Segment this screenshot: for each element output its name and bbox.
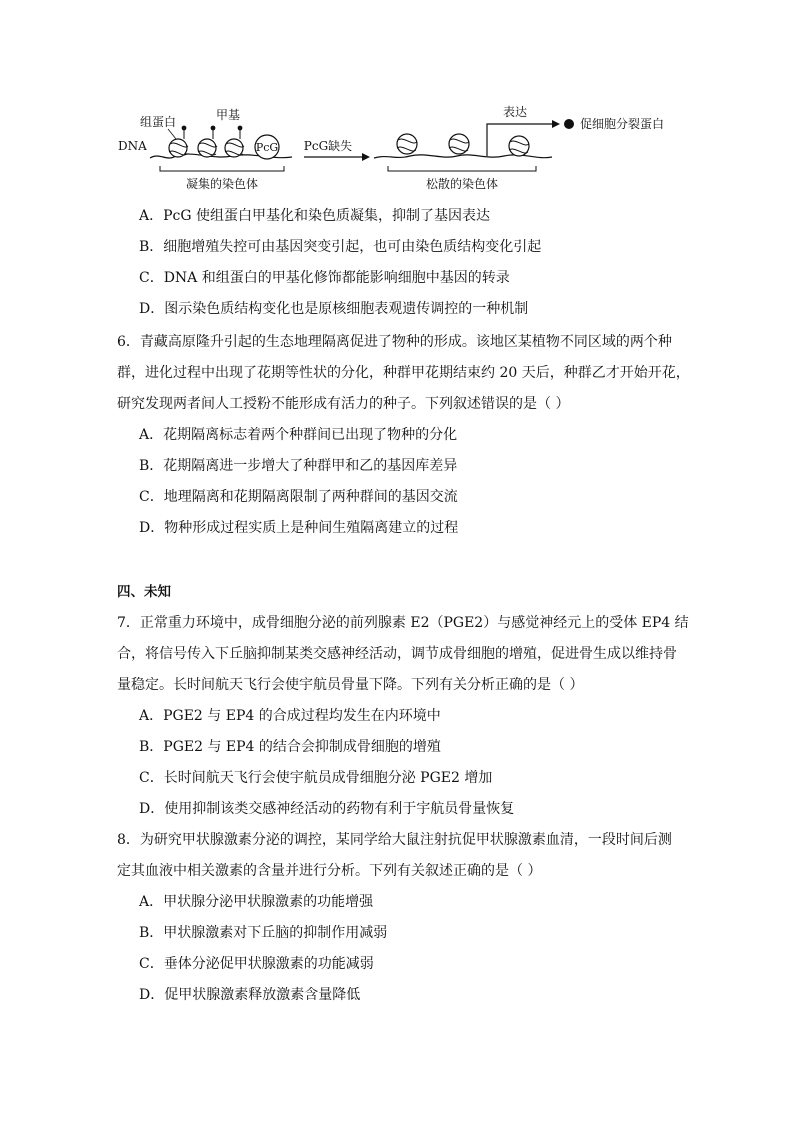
histone-label: 组蛋白 (140, 115, 177, 129)
q8-option-a: A．甲状腺分泌甲状腺激素的功能增强 (139, 894, 374, 910)
q5-option-b: B．细胞增殖失控可由基因突变引起，也可由染色质结构变化引起 (139, 239, 542, 255)
q6-option-a: A．花期隔离标志着两个种群间已出现了物种的分化 (139, 427, 458, 443)
methyl-label: 甲基 (216, 108, 241, 122)
q8-stem-line-2: 定其血液中相关激素的含量并进行分析。下列有关叙述正确的是（ ） (117, 863, 542, 879)
q8-option-b: B．甲状腺激素对下丘脑的抑制作用减弱 (139, 925, 388, 941)
q8-option-d: D．促甲状腺激素释放激素含量降低 (139, 987, 361, 1003)
section-heading: 四、未知 (117, 584, 171, 600)
dna-label: DNA (118, 139, 147, 153)
q6-stem-line-1: 6．青藏高原隆升引起的生态地理隔离促进了物种的形成。该地区某植物不同区域的两个种 (117, 334, 672, 350)
expression-arrow-head (552, 120, 560, 128)
protein-label: 促细胞分裂蛋白 (580, 117, 665, 131)
q5-option-d: D．图示染色质结构变化也是原核细胞表观遗传调控的一种机制 (139, 301, 529, 317)
q7-option-a: A．PGE2 与 EP4 的合成过程均发生在内环境中 (139, 708, 441, 724)
q8-stem-line-1: 8．为研究甲状腺激素分泌的调控，某同学给大鼠注射抗促甲状腺激素血清，一段时间后测 (117, 832, 672, 848)
chromatin-diagram (112, 100, 692, 200)
q7-stem-line-1: 7．正常重力环境中，成骨细胞分泌的前列腺素 E2（PGE2）与感觉神经元上的受体 EP4 结 (117, 615, 689, 631)
nucleosome-right-2 (449, 134, 469, 154)
condensed-chromosome-label: 凝集的染色体 (185, 177, 259, 191)
q7-stem-line-3: 量稳定。长时间航天飞行会使宇航员骨量下降。下列有关分析正确的是（ ） (117, 677, 584, 693)
q6-option-b: B．花期隔离进一步增大了种群甲和乙的基因库差异 (139, 458, 458, 474)
q7-option-c: C．长时间航天飞行会使宇航员成骨细胞分泌 PGE2 增加 (139, 770, 493, 786)
q5-option-a: A．PcG 使组蛋白甲基化和染色质凝集，抑制了基因表达 (139, 208, 491, 224)
q7-option-b: B．PGE2 与 EP4 的结合会抑制成骨细胞的增殖 (139, 739, 441, 755)
nucleosome-right-1 (397, 134, 417, 154)
nucleosome-left-1 (169, 139, 188, 157)
dna-strand-right (374, 155, 552, 158)
pcg-label: PcG (255, 141, 279, 154)
nucleosome-left-2 (198, 139, 217, 157)
condensed-bracket (160, 166, 284, 171)
methyl-group-markers (182, 126, 243, 139)
nucleosome-left-3 (225, 139, 244, 157)
q6-option-c: C．地理隔离和花期隔离限制了两种群间的基因交流 (139, 489, 458, 505)
loose-bracket (388, 166, 536, 171)
expression-label: 表达 (502, 105, 528, 119)
pcg-loss-label: PcG缺失 (303, 139, 353, 153)
q5-option-c: C．DNA 和组蛋白的甲基化修饰都能影响细胞中基因的转录 (139, 270, 510, 286)
q7-stem-line-2: 合，将信号传入下丘脑抑制某类交感神经活动，调节成骨细胞的增殖，促进骨生成以维持骨 (117, 646, 677, 662)
pcg-loss-arrow-head (362, 153, 370, 161)
q8-option-c: C．垂体分泌促甲状腺激素的功能减弱 (139, 956, 374, 972)
q6-stem-line-2: 群，进化过程中出现了花期等性状的分化，种群甲花期结束约 20 天后，种群乙才开始开花， (117, 365, 690, 381)
q7-option-d: D．使用抑制该类交感神经活动的药物有利于宇航员骨量恢复 (139, 801, 515, 817)
protein-dot (564, 119, 574, 129)
loose-chromosome-label: 松散的染色体 (425, 177, 499, 191)
chromatin-diagram-svg (112, 100, 692, 200)
histone-pointer (168, 129, 176, 139)
nucleosome-right-3 (509, 136, 529, 156)
q6-option-d: D．物种形成过程实质上是种间生殖隔离建立的过程 (139, 520, 459, 536)
q6-stem-line-3: 研究发现两者间人工授粉不能形成有活力的种子。下列叙述错误的是（ ） (117, 396, 570, 412)
